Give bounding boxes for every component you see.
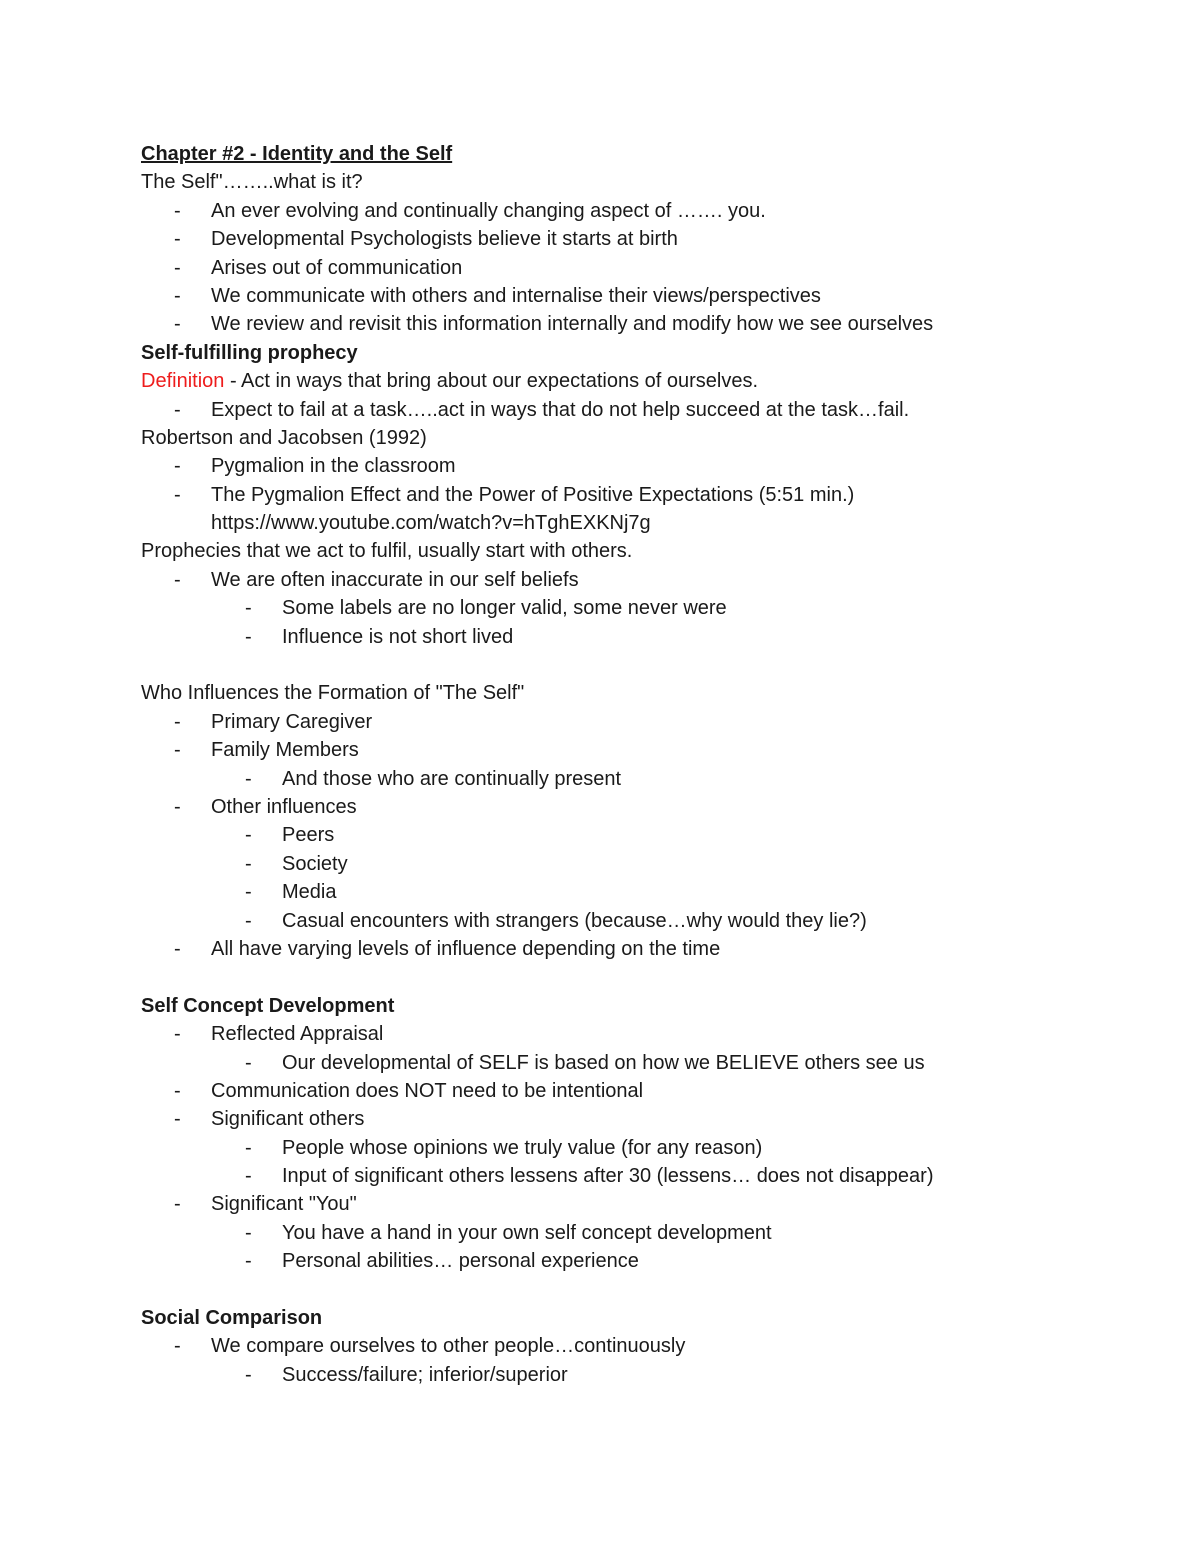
list-item — [141, 1219, 1141, 1247]
bullet-dash: - — [174, 1079, 181, 1102]
list-item — [141, 1020, 1141, 1048]
list-item — [141, 1361, 1141, 1389]
line-text: We are often inaccurate in our self beliefs — [211, 568, 579, 591]
line-text: We review and revisit this information internally and modify how we see ourselves — [211, 313, 934, 336]
list-item — [141, 1332, 1141, 1360]
line-text: People whose opinions we truly value (for any reason) — [282, 1136, 763, 1159]
bullet-dash: - — [174, 483, 181, 506]
line-text: Primary Caregiver — [211, 710, 373, 733]
line-text: - Act in ways that bring about our expectations of ourselves. — [224, 370, 759, 393]
list-item — [141, 850, 1141, 878]
paragraph-line — [141, 537, 1141, 565]
bullet-dash: - — [174, 284, 181, 307]
list-item — [141, 254, 1141, 282]
bullet-dash: - — [174, 937, 181, 960]
list-item — [141, 396, 1141, 424]
list-item — [141, 452, 1141, 480]
list-item — [141, 708, 1141, 736]
bullet-dash: - — [174, 398, 181, 421]
paragraph-line — [141, 424, 1141, 452]
line-text: An ever evolving and continually changing aspect of ……. you. — [211, 199, 766, 222]
list-item — [141, 197, 1141, 225]
line-text: Prophecies that we act to fulfil, usually start with others. — [141, 540, 633, 563]
line-text: Self Concept Development — [141, 994, 395, 1017]
list-item — [141, 282, 1141, 310]
bullet-dash: - — [245, 1165, 252, 1188]
bullet-dash: - — [174, 795, 181, 818]
list-item — [141, 623, 1141, 651]
definition-label: Definition — [141, 370, 225, 393]
bullet-dash: - — [174, 568, 181, 591]
list-item — [141, 1105, 1141, 1133]
bullet-dash: - — [174, 455, 181, 478]
list-item — [141, 821, 1141, 849]
bullet-dash: - — [245, 1136, 252, 1159]
list-item — [141, 310, 1141, 338]
line-text: Robertson and Jacobsen (1992) — [141, 426, 427, 449]
list-item — [141, 765, 1141, 793]
bullet-dash: - — [245, 1363, 252, 1386]
bullet-dash: - — [245, 767, 252, 790]
line-text: Our developmental of SELF is based on how we BELIEVE others see us — [282, 1051, 925, 1074]
bullet-dash: - — [174, 739, 181, 762]
line-text: And those who are continually present — [282, 767, 622, 790]
line-text: Personal abilities… personal experience — [282, 1250, 639, 1273]
line-text: Peers — [282, 824, 335, 847]
list-item — [141, 907, 1141, 935]
document-body — [141, 140, 1141, 1389]
list-item — [141, 1077, 1141, 1105]
line-text: Reflected Appraisal — [211, 1023, 384, 1046]
paragraph-line — [141, 679, 1141, 707]
bullet-dash: - — [245, 824, 252, 847]
list-item — [141, 878, 1141, 906]
definition-line — [141, 367, 1141, 395]
line-text: Family Members — [211, 739, 359, 762]
line-text: Casual encounters with strangers (because…why would they lie?) — [282, 909, 867, 932]
line-text: Social Comparison — [141, 1307, 323, 1330]
chapter-title — [141, 140, 1141, 168]
list-item — [141, 481, 1141, 509]
bullet-dash: - — [245, 625, 252, 648]
line-text: Developmental Psychologists believe it starts at birth — [211, 228, 678, 251]
line-text: Society — [282, 852, 348, 875]
line-text: Other influences — [211, 795, 357, 818]
line-text: Arises out of communication — [211, 256, 463, 279]
list-item — [141, 566, 1141, 594]
line-text: All have varying levels of influence depending on the time — [211, 937, 721, 960]
line-text: You have a hand in your own self concept development — [282, 1221, 772, 1244]
bullet-dash: - — [174, 199, 181, 222]
line-text: Significant others — [211, 1108, 365, 1131]
list-item — [141, 736, 1141, 764]
blank-line — [141, 1276, 1141, 1304]
section-heading — [141, 1304, 1141, 1332]
bullet-dash: - — [174, 1023, 181, 1046]
bullet-dash: - — [174, 228, 181, 251]
bullet-dash: - — [245, 881, 252, 904]
line-text: Some labels are no longer valid, some never were — [282, 597, 727, 620]
bullet-dash: - — [174, 710, 181, 733]
bullet-dash: - — [174, 1108, 181, 1131]
bullet-dash: - — [174, 256, 181, 279]
list-item — [141, 1134, 1141, 1162]
bullet-dash: - — [245, 909, 252, 932]
line-text: We compare ourselves to other people…continuously — [211, 1335, 686, 1358]
section-heading — [141, 339, 1141, 367]
bullet-dash: - — [174, 1193, 181, 1216]
list-item — [141, 793, 1141, 821]
line-text: Significant "You" — [211, 1193, 357, 1216]
line-text: We communicate with others and internalise their views/perspectives — [211, 284, 821, 307]
line-text: Expect to fail at a task…..act in ways that do not help succeed at the task…fail. — [211, 398, 910, 421]
bullet-dash: - — [245, 597, 252, 620]
bullet-dash: - — [245, 852, 252, 875]
list-item — [141, 1049, 1141, 1077]
bullet-dash: - — [174, 1335, 181, 1358]
paragraph-line — [141, 168, 1141, 196]
line-text[interactable]: https://www.youtube.com/watch?v=hTghEXKNj7g — [211, 512, 651, 535]
list-item — [141, 1190, 1141, 1218]
bullet-dash: - — [174, 313, 181, 336]
bullet-dash: - — [245, 1051, 252, 1074]
line-text: The Pygmalion Effect and the Power of Positive Expectations (5:51 min.) — [211, 483, 855, 506]
bullet-dash: - — [245, 1250, 252, 1273]
blank-line — [141, 963, 1141, 991]
line-text: Media — [282, 881, 337, 904]
bullet-dash: - — [245, 1221, 252, 1244]
list-item — [141, 225, 1141, 253]
list-item — [141, 509, 1141, 537]
list-item — [141, 1247, 1141, 1275]
line-text: Chapter #2 - Identity and the Self — [141, 143, 453, 165]
list-item — [141, 1162, 1141, 1190]
blank-line — [141, 651, 1141, 679]
line-text: Success/failure; inferior/superior — [282, 1363, 568, 1386]
line-text: Influence is not short lived — [282, 625, 514, 648]
list-item — [141, 594, 1141, 622]
section-heading — [141, 992, 1141, 1020]
line-text: Pygmalion in the classroom — [211, 455, 456, 478]
line-text: Input of significant others lessens after 30 (lessens… does not disappear) — [282, 1165, 934, 1188]
line-text: Self-fulfilling prophecy — [141, 341, 358, 364]
line-text: Who Influences the Formation of "The Self" — [141, 682, 525, 705]
list-item — [141, 935, 1141, 963]
line-text: The Self"……..what is it? — [141, 171, 363, 194]
line-text: Communication does NOT need to be intentional — [211, 1079, 644, 1102]
